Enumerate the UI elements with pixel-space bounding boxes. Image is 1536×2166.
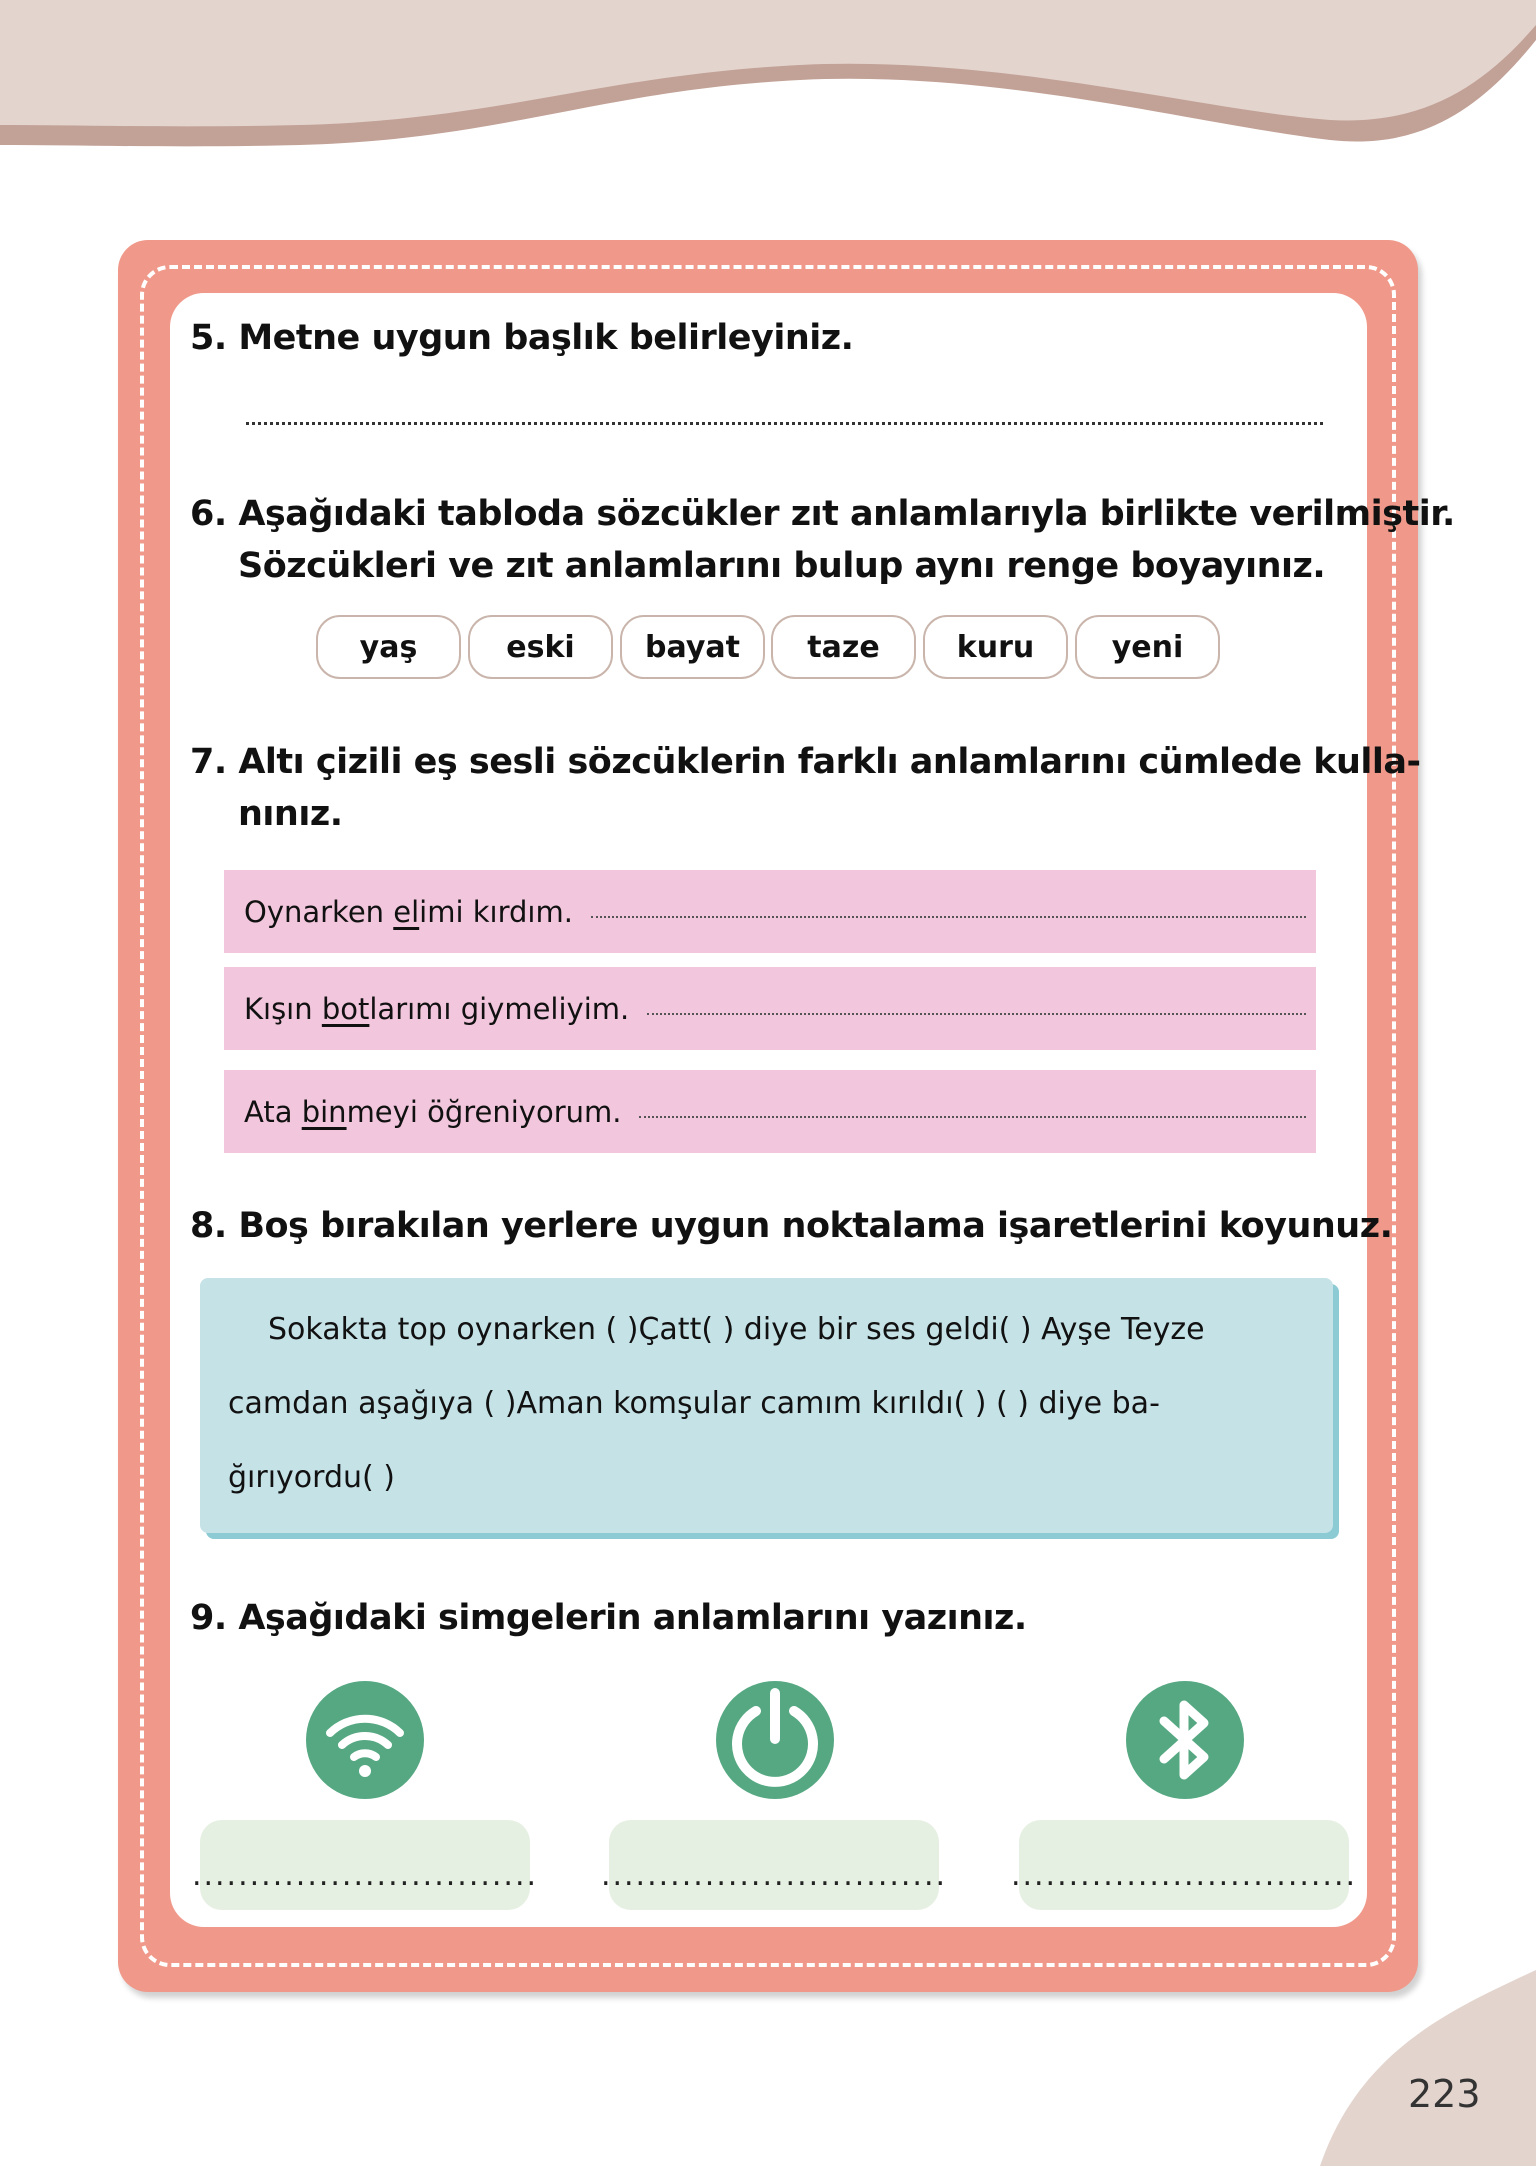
question-9: 9. Aşağıdaki simgelerin anlamlarını yazınız. — [190, 1598, 1027, 1638]
sentence-strip — [224, 967, 1316, 1050]
bluetooth-icon — [1126, 1681, 1244, 1799]
question-7-line1: 7. Altı çizili eş sesli sözcüklerin farklı anlamlarını cümlede kulla- — [190, 742, 1421, 782]
question-7 — [190, 736, 1421, 840]
question-7-line2: nınız. — [238, 794, 343, 834]
punctuation-passage-box — [200, 1278, 1333, 1533]
answer-line[interactable] — [591, 906, 1306, 918]
word-chip[interactable]: kuru — [923, 615, 1068, 679]
sentence: Ata binmeyi öğreniyorum. — [244, 1094, 622, 1129]
answer-box-wifi[interactable]: .............................. — [200, 1820, 530, 1910]
power-icon — [716, 1681, 834, 1799]
passage-line: Sokakta top oynarken ( )Çatt( ) diye bir ses geldi( ) Ayşe Teyze — [268, 1312, 1205, 1347]
sentence: Oynarken elimi kırdım. — [244, 894, 573, 929]
wifi-icon — [306, 1681, 424, 1799]
answer-line[interactable] — [647, 1003, 1306, 1015]
question-8: 8. Boş bırakılan yerlere uygun noktalama işaretlerini koyunuz. — [190, 1206, 1393, 1246]
sentence-strip — [224, 870, 1316, 953]
top-wave-decoration — [0, 0, 1536, 160]
answer-box-bluetooth[interactable]: .............................. — [1019, 1820, 1349, 1910]
question-6-line1: 6. Aşağıdaki tabloda sözcükler zıt anlamlarıyla birlikte verilmiştir. — [190, 494, 1455, 534]
question-6 — [190, 488, 1455, 592]
sentence-strip — [224, 1070, 1316, 1153]
word-chip[interactable]: yaş — [316, 615, 461, 679]
question-5: 5. Metne uygun başlık belirleyiniz. — [190, 318, 854, 358]
word-chip[interactable]: bayat — [620, 615, 765, 679]
word-chip[interactable]: eski — [468, 615, 613, 679]
passage-line: ğırıyordu( ) — [228, 1460, 395, 1495]
page-number: 223 — [1408, 2072, 1481, 2116]
word-chip[interactable]: yeni — [1075, 615, 1220, 679]
corner-decoration — [1300, 1970, 1536, 2166]
word-chip[interactable]: taze — [771, 615, 916, 679]
answer-line[interactable] — [639, 1106, 1306, 1118]
question-6-line2: Sözcükleri ve zıt anlamlarını bulup aynı renge boyayınız. — [238, 546, 1326, 586]
answer-box-power[interactable]: .............................. — [609, 1820, 939, 1910]
sentence: Kışın botlarımı giymeliyim. — [244, 991, 630, 1026]
passage-line: camdan aşağıya ( )Aman komşular camım kırıldı( ) ( ) diye ba- — [228, 1386, 1160, 1421]
answer-line-5[interactable] — [246, 422, 1323, 425]
